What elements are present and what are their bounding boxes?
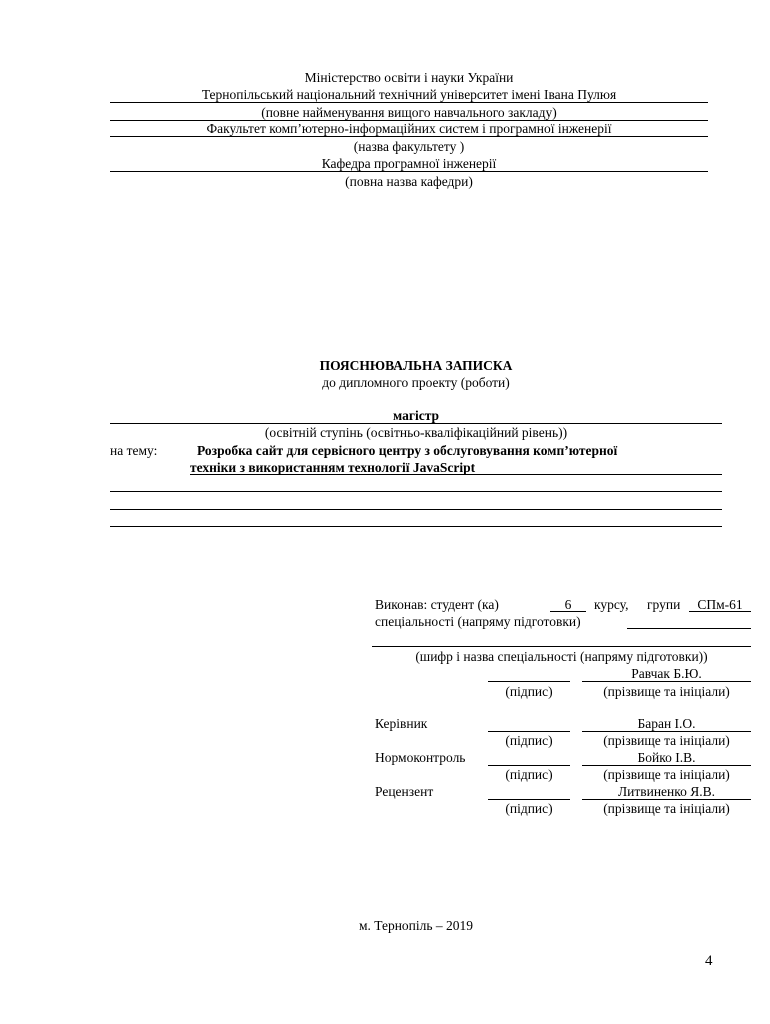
course-value: 6 <box>564 597 572 612</box>
degree-value: магістр <box>392 408 440 423</box>
blank-line-1 <box>110 491 722 492</box>
document-title: ПОЯСНЮВАЛЬНА ЗАПИСКА <box>319 358 513 373</box>
performer-name-hint: (прізвище та ініціали) <box>603 684 730 699</box>
blank-line-3 <box>110 526 722 527</box>
group-underline <box>689 611 751 612</box>
topic-line-1: Розробка сайт для сервісного центру з обслуговування комп’ютерної <box>197 443 618 458</box>
specialty-underline-short <box>627 628 751 629</box>
university-underline <box>110 102 708 103</box>
group-value: СПм-61 <box>697 597 743 612</box>
supervisor-name: Баран І.О. <box>637 716 696 731</box>
department-underline <box>110 171 708 172</box>
normcontrol-signature-hint: (підпис) <box>505 767 553 782</box>
reviewer-signature-hint: (підпис) <box>505 801 553 816</box>
topic-line-2: техніки з використанням технології JavaScript <box>190 460 476 475</box>
reviewer-name: Литвиненко Я.В. <box>617 784 716 799</box>
ministry-text: Міністерство освіти і науки України <box>304 70 514 85</box>
supervisor-label: Керівник <box>375 716 428 731</box>
supervisor-signature-hint: (підпис) <box>505 733 553 748</box>
document-subtitle: до дипломного проекту (роботи) <box>322 375 510 390</box>
reviewer-label: Рецензент <box>375 784 434 799</box>
course-underline <box>550 611 586 612</box>
faculty-underline <box>110 136 708 137</box>
topic-underline <box>190 474 722 475</box>
university-hint: (повне найменування вищого навчального закладу) <box>261 105 557 120</box>
specialty-label: спеціальності (напряму підготовки) <box>375 614 581 629</box>
department-name: Кафедра програмної інженерії <box>321 156 497 171</box>
specialty-underline-full <box>372 646 751 647</box>
page-number: 4 <box>705 953 713 969</box>
performer-name: Равчак Б.Ю. <box>631 666 702 681</box>
performer-signature-hint: (підпис) <box>505 684 553 699</box>
department-hint: (повна назва кафедри) <box>345 174 473 189</box>
normcontrol-name: Бойко І.В. <box>637 750 696 765</box>
university-name: Тернопільський національний технічний університет імені Івана Пулюя <box>201 87 617 102</box>
performer-label: Виконав: студент (ка) <box>375 597 499 612</box>
supervisor-name-hint: (прізвище та ініціали) <box>603 733 730 748</box>
group-label: групи <box>647 597 681 612</box>
course-label: курсу, <box>594 597 629 612</box>
degree-hint: (освітній ступінь (освітньо-кваліфікаційний рівень)) <box>264 425 568 440</box>
blank-line-2 <box>110 509 722 510</box>
specialty-hint: (шифр і назва спеціальності (напряму підготовки)) <box>415 649 708 664</box>
city-year: м. Тернопіль – 2019 <box>358 918 474 933</box>
faculty-hint: (назва факультету ) <box>353 139 465 154</box>
normcontrol-label: Нормоконтроль <box>375 750 466 765</box>
faculty-name: Факультет комп’ютерно-інформаційних систем і програмної інженерії <box>206 121 612 136</box>
performer-name-line <box>582 681 751 682</box>
topic-label: на тему: <box>110 443 158 458</box>
normcontrol-name-hint: (прізвище та ініціали) <box>603 767 730 782</box>
performer-signature-line <box>488 681 570 682</box>
reviewer-name-hint: (прізвище та ініціали) <box>603 801 730 816</box>
